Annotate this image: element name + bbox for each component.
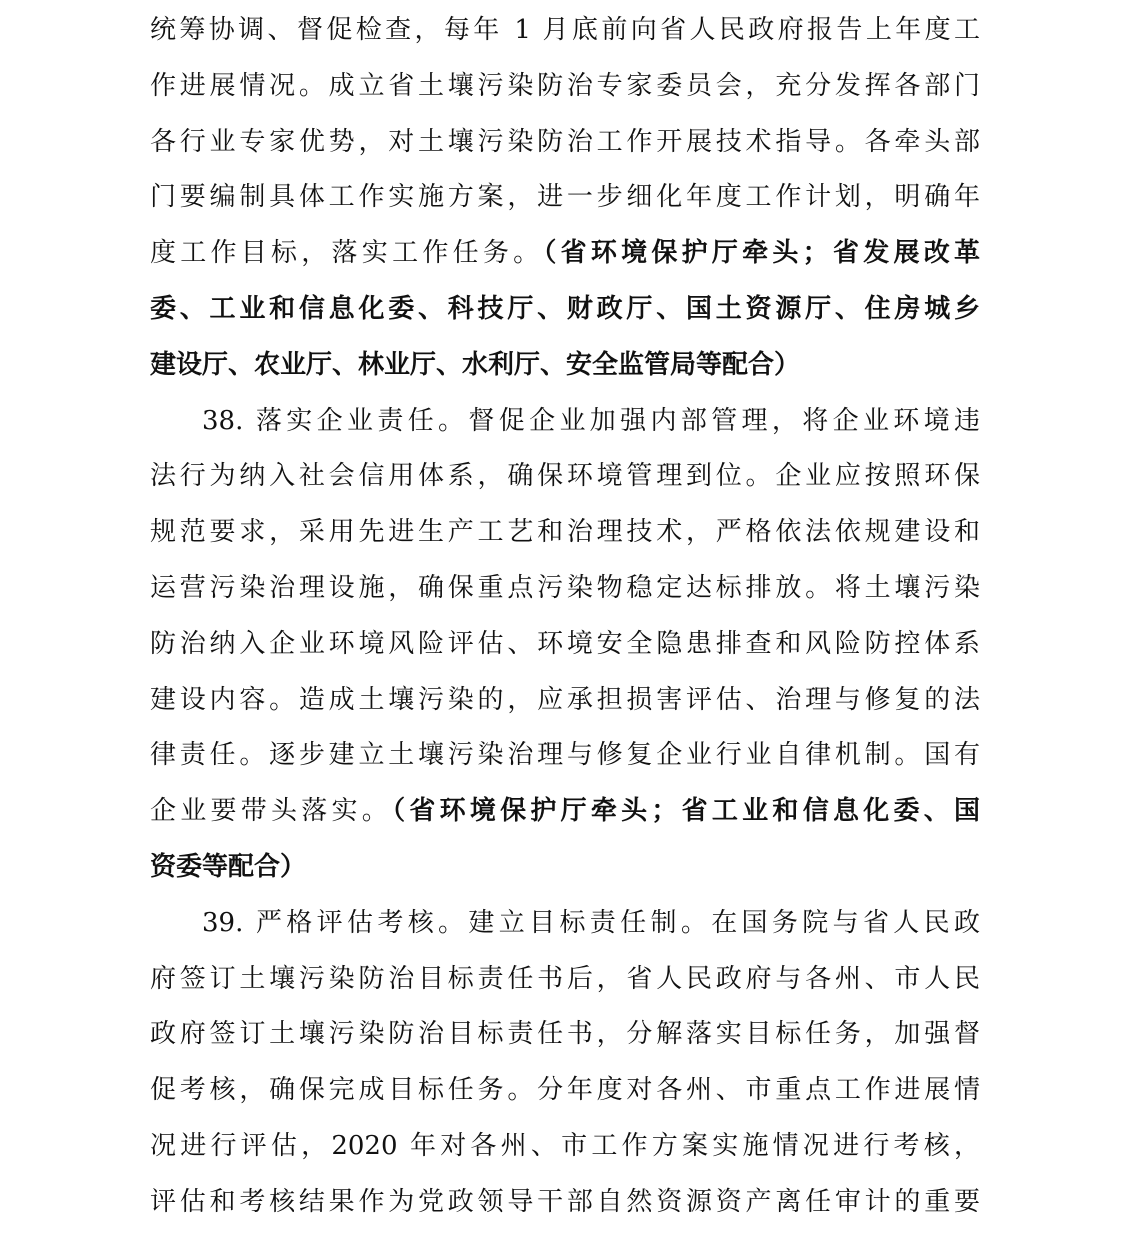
text-line <box>150 449 980 505</box>
body-text: 建设内容。造成土壤污染的，应承担损害评估、治理与修复的法 <box>150 684 980 715</box>
text-line <box>150 505 980 561</box>
body-text: 防治纳入企业环境风险评估、环境安全隐患排查和风险防控体系 <box>150 628 980 659</box>
text-line <box>150 784 980 840</box>
text-line <box>150 952 980 1008</box>
text-line <box>150 170 980 226</box>
body-text: 政府签订土壤污染防治目标责任书，分解落实目标任务，加强督 <box>150 1019 980 1050</box>
text-line <box>150 1175 980 1231</box>
text-line <box>150 673 980 729</box>
body-text: 39. 严格评估考核。建立目标责任制。在国务院与省人民政 <box>202 907 980 938</box>
body-text: 促考核，确保完成目标任务。分年度对各州、市重点工作进展情 <box>150 1075 980 1106</box>
text-line <box>150 59 980 115</box>
body-text: 统筹协调、督促检查，每年 1 月底前向省人民政府报告上年度工 <box>150 15 980 45</box>
document-body <box>150 3 980 1231</box>
body-text: 规范要求，采用先进生产工艺和治理技术，严格依法依规建设和 <box>150 517 980 548</box>
body-text: 法行为纳入社会信用体系，确保环境管理到位。企业应按照环保 <box>150 461 980 492</box>
body-text: 运营污染治理设施，确保重点污染物稳定达标排放。将土壤污染 <box>150 572 980 603</box>
text-line <box>150 282 980 338</box>
text-line <box>150 226 980 282</box>
text-line <box>150 1063 980 1119</box>
text-line <box>150 1119 980 1175</box>
document-page <box>150 0 980 1231</box>
body-text: 各行业专家优势，对土壤污染防治工作开展技术指导。各牵头部 <box>150 126 980 157</box>
body-text: 度工作目标，落实工作任务。 <box>150 238 544 269</box>
body-text: 作进展情况。成立省土壤污染防治专家委员会，充分发挥各部门 <box>150 70 980 101</box>
text-line <box>150 840 980 896</box>
body-text: 企业要带头落实。 <box>150 796 393 827</box>
body-text: 门要编制具体工作实施方案，进一步细化年度工作计划，明确年 <box>150 182 980 213</box>
text-line <box>150 394 980 450</box>
responsible-departments-text: 委、工业和信息化委、科技厅、财政厅、国土资源厅、住房城乡 <box>150 293 980 324</box>
text-line <box>150 728 980 784</box>
body-text: 律责任。逐步建立土壤污染治理与修复企业行业自律机制。国有 <box>150 740 980 771</box>
text-line <box>150 617 980 673</box>
body-text: 况进行评估，2020 年对各州、市工作方案实施情况进行考核， <box>150 1130 980 1161</box>
text-line <box>150 338 980 394</box>
body-text: 38. 落实企业责任。督促企业加强内部管理，将企业环境违 <box>202 405 980 436</box>
body-text: 评估和考核结果作为党政领导干部自然资源资产离任审计的重要 <box>150 1186 980 1217</box>
responsible-departments-text: 资委等配合） <box>150 851 307 882</box>
responsible-departments-text: 建设厅、农业厅、林业厅、水利厅、安全监管局等配合） <box>150 349 801 380</box>
text-line <box>150 561 980 617</box>
text-line <box>150 115 980 171</box>
responsible-departments-text: （省环境保护厅牵头；省发展改革 <box>543 238 980 269</box>
text-line <box>150 3 980 59</box>
responsible-departments-text: （省环境保护厅牵头；省工业和信息化委、国 <box>392 796 980 827</box>
body-text: 府签订土壤污染防治目标责任书后，省人民政府与各州、市人民 <box>150 963 980 994</box>
text-line <box>150 896 980 952</box>
text-line <box>150 1007 980 1063</box>
